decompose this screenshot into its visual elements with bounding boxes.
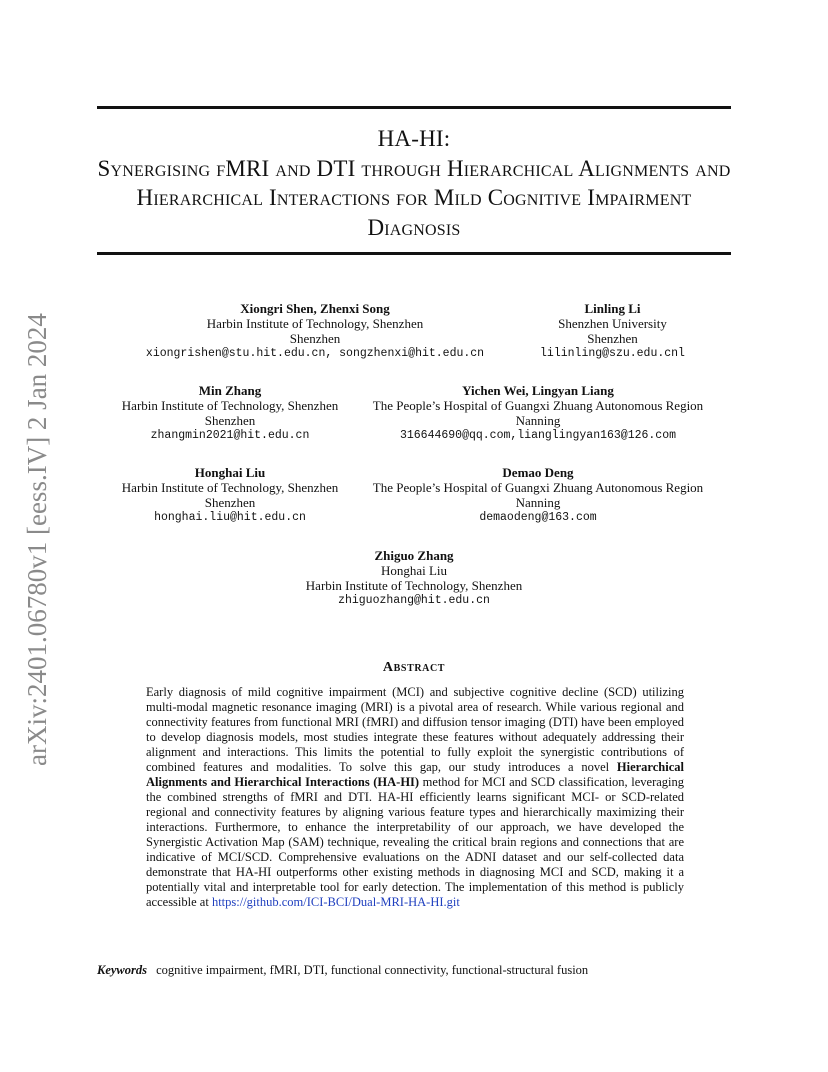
author-email[interactable]: lilinling@szu.edu.cnl xyxy=(540,347,685,360)
title-line-1: HA-HI: xyxy=(377,126,451,151)
keywords-label: Keywords xyxy=(97,963,147,977)
author-name: Zhiguo Zhang xyxy=(374,548,454,563)
author-name: Min Zhang xyxy=(198,383,262,398)
author-affiliation: Honghai Liu xyxy=(380,563,448,578)
author-city: Shenzhen xyxy=(204,495,256,510)
author-block xyxy=(110,383,350,444)
abstract-text xyxy=(146,685,684,910)
keywords-list: cognitive impairment, fMRI, DTI, functional connectivity, functional-structural fusion xyxy=(156,963,589,977)
method-name: Hierarchical Alignments and Hierarchical Interactions (HA-HI) xyxy=(146,760,684,789)
author-name: Linling Li xyxy=(584,301,641,316)
author-email[interactable]: honghai.liu@hit.edu.cn xyxy=(154,511,306,524)
author-name: Honghai Liu xyxy=(194,465,266,480)
title-line-2: Synergising fMRI and DTI through Hierarchical Alignments and Hierarchical Interactions for Mild Cognitive Impairment Diagnosis xyxy=(97,155,731,240)
code-repository-link[interactable]: https://github.com/ICI-BCI/Dual-MRI-HA-HI.git xyxy=(211,895,460,909)
author-block xyxy=(264,548,564,609)
author-block xyxy=(520,301,705,362)
abstract-heading: Abstract xyxy=(382,660,446,675)
author-email[interactable]: demaodeng@163.com xyxy=(479,511,597,524)
author-city: Shenzhen xyxy=(204,413,256,428)
author-block xyxy=(120,301,510,362)
author-affiliation: Shenzhen University xyxy=(558,316,667,331)
author-email[interactable]: zhangmin2021@hit.edu.cn xyxy=(150,429,310,442)
author-name: Yichen Wei, Lingyan Liang xyxy=(462,383,614,398)
arxiv-id-text: arXiv:2401.06780v1 [eess.IV] 2 Jan 2024 xyxy=(22,313,52,766)
abstract-part-2: method for MCI and SCD classification, leveraging the combined strengths of fMRI and DTI. HA-HI efficiently learns significant MCI- or SCD-related regional and connectivity features by aligning various feature types and hierarchically maximizing their interactions. Furthermore, to enhance the interpretability of our approach, we have developed the Synergistic Activation Map (SAM) technique, revealing the critical brain regions and connections that are indicative of MCI/SCD. Comprehensive evaluations on the ADNI dataset and our self-collected data demonstrate that HA-HI outperforms other existing methods in diagnosing MCI and SCD, making it a potentially vital and interpretable tool for early detection. The implementation of this method is publicly accessible at xyxy=(146,775,685,909)
title-top-rule xyxy=(97,106,731,109)
keywords xyxy=(97,963,731,978)
author-block xyxy=(110,465,350,526)
author-name: Demao Deng xyxy=(502,465,574,480)
paper-title xyxy=(97,124,731,242)
arxiv-identifier-stamp xyxy=(20,296,50,766)
author-city: Nanning xyxy=(515,413,561,428)
author-city: Nanning xyxy=(515,495,561,510)
author-name: Xiongri Shen, Zhenxi Song xyxy=(240,301,390,316)
author-city: Harbin Institute of Technology, Shenzhen xyxy=(305,578,523,593)
author-affiliation: The People’s Hospital of Guangxi Zhuang Autonomous Region xyxy=(372,480,704,495)
author-affiliation: Harbin Institute of Technology, Shenzhen xyxy=(206,316,424,331)
author-block xyxy=(358,465,718,526)
title-bottom-rule xyxy=(97,252,731,255)
abstract-part-1: Early diagnosis of mild cognitive impairment (MCI) and subjective cognitive decline (SCD) utilizing multi-modal magnetic resonance imaging (MRI) is a pivotal area of research. While various regional and connectivity features from functional MRI (fMRI) and diffusion tensor imaging (DTI) have been employed to develop diagnosis models, most studies integrate these features without adequately addressing their alignment and interactions. This limits the potential to fully exploit the synergistic contributions of combined features and modalities. To solve this gap, our study introduces a novel xyxy=(146,685,684,774)
author-affiliation: Harbin Institute of Technology, Shenzhen xyxy=(121,398,339,413)
author-affiliation: Harbin Institute of Technology, Shenzhen xyxy=(121,480,339,495)
author-affiliation: The People’s Hospital of Guangxi Zhuang Autonomous Region xyxy=(372,398,704,413)
author-email[interactable]: zhiguozhang@hit.edu.cn xyxy=(338,594,490,607)
author-email[interactable]: xiongrishen@stu.hit.edu.cn, songzhenxi@hit.edu.cn xyxy=(145,347,485,360)
author-city: Shenzhen xyxy=(587,331,638,346)
author-email[interactable]: 316644690@qq.com,lianglingyan163@126.com xyxy=(399,429,677,442)
author-city: Shenzhen xyxy=(289,331,341,346)
author-block xyxy=(358,383,718,444)
